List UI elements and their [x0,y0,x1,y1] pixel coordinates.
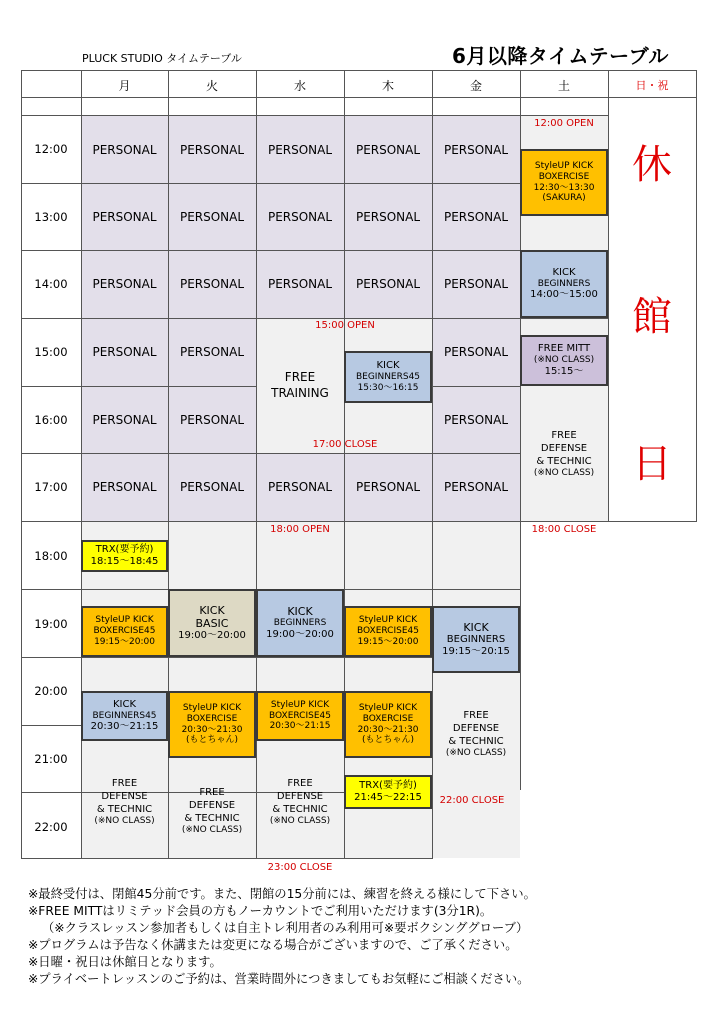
time-19: 19:00 [34,617,68,631]
time-13: 13:00 [34,210,68,224]
close-label: 23:00 CLOSE [267,862,333,873]
thu-styleup-class: StyleUP KICK BOXERCISE 20:30～21:30 (もとちゃん) [344,691,432,758]
mon-styleup-class: StyleUP KICK BOXERCISE45 19:15～20:00 [81,606,168,657]
wed-close-label: 17:00 CLOSE [312,439,378,450]
time-22: 22:00 [34,820,68,834]
sat-styleup-class: StyleUP KICK BOXERCISE 12:30～13:30 (SAKURA) [520,149,608,216]
tue-free-defense: FREE DEFENSE & TECHNIC (※NO CLASS) [181,786,243,835]
wed-open-label: 15:00 OPEN [315,320,375,331]
personal-cell: PERSONAL [355,277,421,291]
personal-cell: PERSONAL [267,209,333,224]
personal-cell: PERSONAL [92,209,157,224]
personal-cell: PERSONAL [179,480,245,494]
mon-trx-class: TRX(要予約) 18:15～18:45 [81,540,168,572]
thu-styleup45-class: StyleUP KICK BOXERCISE45 19:15～20:00 [344,606,432,657]
sat-free-defense: FREE DEFENSE & TECHNIC (※NO CLASS) [533,429,595,478]
personal-cell: PERSONAL [179,277,245,291]
closed-char-2: 館 [632,294,672,340]
sat-free-mitt: FREE MITT (※NO CLASS) 15:15～ [520,335,608,386]
personal-cell: PERSONAL [443,277,509,291]
free-training: FREE TRAINING [271,370,329,400]
sat-open-label: 12:00 OPEN [534,118,594,129]
mon-free-defense: FREE DEFENSE & TECHNIC (※NO CLASS) [94,777,155,826]
personal-cell: PERSONAL [355,142,421,157]
evening-open-label: 18:00 OPEN [270,524,330,535]
time-18: 18:00 [34,549,68,563]
personal-cell: PERSONAL [267,277,333,291]
wed-kick-beginners-class: KICK BEGINNERS 19:00～20:00 [256,589,344,657]
mon-kick-beginners45-class: KICK BEGINNERS45 20:30～21:15 [81,691,168,741]
studio-label: PLUCK STUDIO タイムテーブル [82,52,242,65]
note-2: ※FREE MITTはリミテッド会員の方もノーカウントでご利用いただけます(3分1R)。 [28,904,493,918]
thu-kick-beginners45-class: KICK BEGINNERS45 15:30～16:15 [344,351,432,403]
day-thu: 木 [381,79,394,93]
personal-cell: PERSONAL [179,209,245,224]
day-sat: 土 [557,79,570,93]
closed-char-1: 休 [632,142,672,188]
closed-char-3: 日 [632,441,672,487]
time-12: 12:00 [34,142,68,156]
personal-cell: PERSONAL [443,142,509,157]
wed-styleup-class: StyleUP KICK BOXERCISE45 20:30～21:15 [256,691,344,741]
day-tue: 火 [205,79,218,93]
personal-cell: PERSONAL [92,480,157,494]
day-wed: 水 [293,79,306,93]
note-4: ※プログラムは予告なく休講または変更になる場合がございますので、ご了承ください。 [28,938,518,952]
note-3: （※クラスレッスン参加者もしくは自主トレ利用者のみ利用可※要ボクシンググローブ） [42,921,529,935]
day-sun-holiday: 日・祝 [635,79,669,92]
fri-close-label: 22:00 CLOSE [439,795,505,806]
tue-styleup-class: StyleUP KICK BOXERCISE 20:30～21:30 (もとちゃん) [168,691,256,758]
time-17: 17:00 [34,480,68,494]
wed-free-defense: FREE DEFENSE & TECHNIC (※NO CLASS) [269,777,331,826]
personal-cell: PERSONAL [443,412,509,427]
note-6: ※プライベートレッスンのご予約は、営業時間外につきましてもお気軽にご相談ください。 [28,972,530,986]
personal-cell: PERSONAL [92,412,157,427]
time-14: 14:00 [34,277,68,291]
personal-cell: PERSONAL [267,480,333,494]
personal-cell: PERSONAL [92,142,157,157]
time-21: 21:00 [34,752,68,766]
time-16: 16:00 [34,413,68,427]
personal-cell: PERSONAL [92,345,157,359]
time-20: 20:00 [34,684,68,698]
fri-kick-beginners-class: KICK BEGINNERS 19:15～20:15 [432,606,520,673]
note-1: ※最終受付は、閉館45分前です。また、閉館の15分前には、練習を終える様にして下さい。 [28,887,536,901]
page-title: 6月以降タイムテーブル [452,44,669,68]
tue-kick-basic-class: KICK BASIC 19:00～20:00 [168,589,256,657]
time-15: 15:00 [34,345,68,359]
personal-cell: PERSONAL [355,480,421,494]
fri-free-defense: FREE DEFENSE & TECHNIC (※NO CLASS) [445,709,507,758]
personal-cell: PERSONAL [443,209,509,224]
sat-kick-beginners-class: KICK BEGINNERS 14:00～15:00 [520,250,608,318]
note-5: ※日曜・祝日は休館日となります。 [28,955,222,969]
personal-cell: PERSONAL [179,412,245,427]
personal-cell: PERSONAL [355,209,421,224]
personal-cell: PERSONAL [179,142,245,157]
sat-close-label: 18:00 CLOSE [531,524,597,535]
personal-cell: PERSONAL [443,345,509,359]
personal-cell: PERSONAL [92,277,157,291]
thu-trx-class: TRX(要予約) 21:45～22:15 [344,775,432,809]
personal-cell: PERSONAL [179,345,245,359]
personal-cell: PERSONAL [443,480,509,494]
day-fri: 金 [469,79,482,93]
day-mon: 月 [118,79,131,93]
personal-cell: PERSONAL [267,142,333,157]
